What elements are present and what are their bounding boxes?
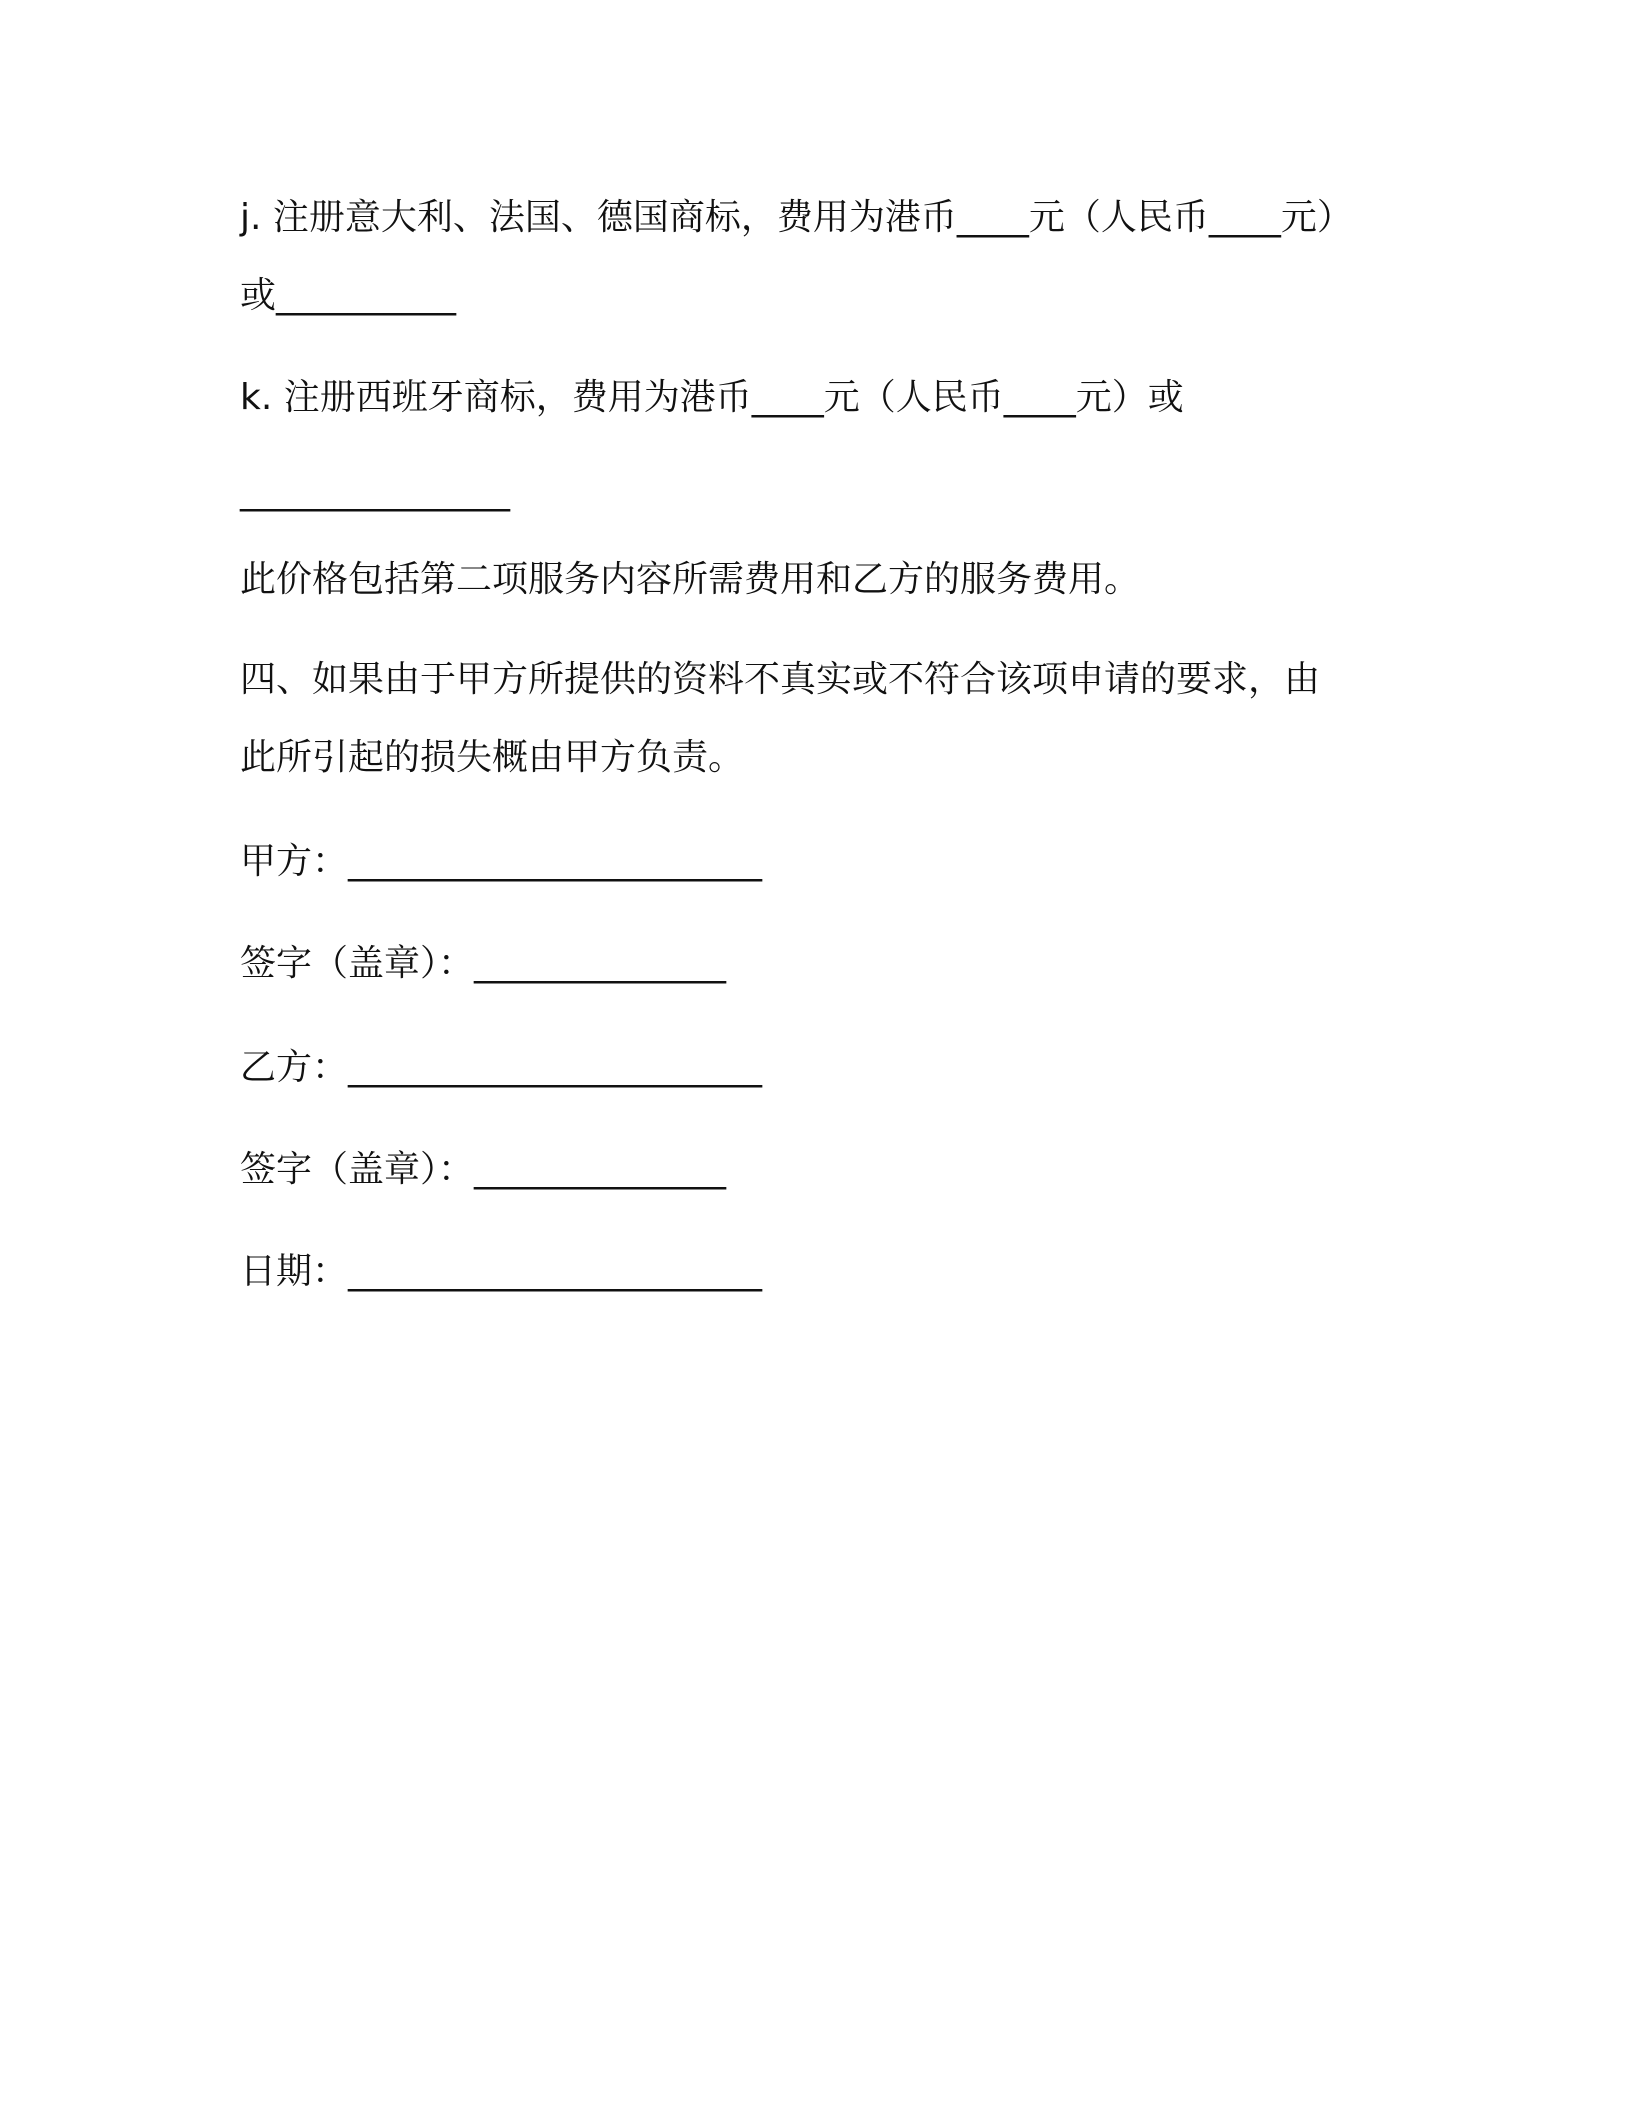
party-a-field: 甲方：_______________________: [240, 841, 763, 882]
clause-four-line2: 此所引起的损失概由甲方负责。: [240, 737, 745, 778]
party-a-signature-field: 签字（盖章）：______________: [240, 943, 727, 984]
clause-four-line1: 四、如果由于甲方所提供的资料不真实或不符合该项申请的要求，由: [240, 659, 1321, 700]
party-b-signature-field: 签字（盖章）：______________: [240, 1149, 727, 1190]
fee-item-j-line2: 或__________: [240, 275, 457, 316]
fee-item-j-line1: j. 注册意大利、法国、德国商标，费用为港币____元（人民币____元）: [240, 197, 1353, 238]
date-field: 日期：_______________________: [240, 1251, 763, 1292]
price-note: 此价格包括第二项服务内容所需费用和乙方的服务费用。: [240, 559, 1141, 600]
party-b-field: 乙方：_______________________: [240, 1047, 763, 1088]
fee-item-k-line2: _______________: [240, 471, 510, 512]
fee-item-k-line1: k. 注册西班牙商标，费用为港币____元（人民币____元）或: [240, 377, 1184, 418]
